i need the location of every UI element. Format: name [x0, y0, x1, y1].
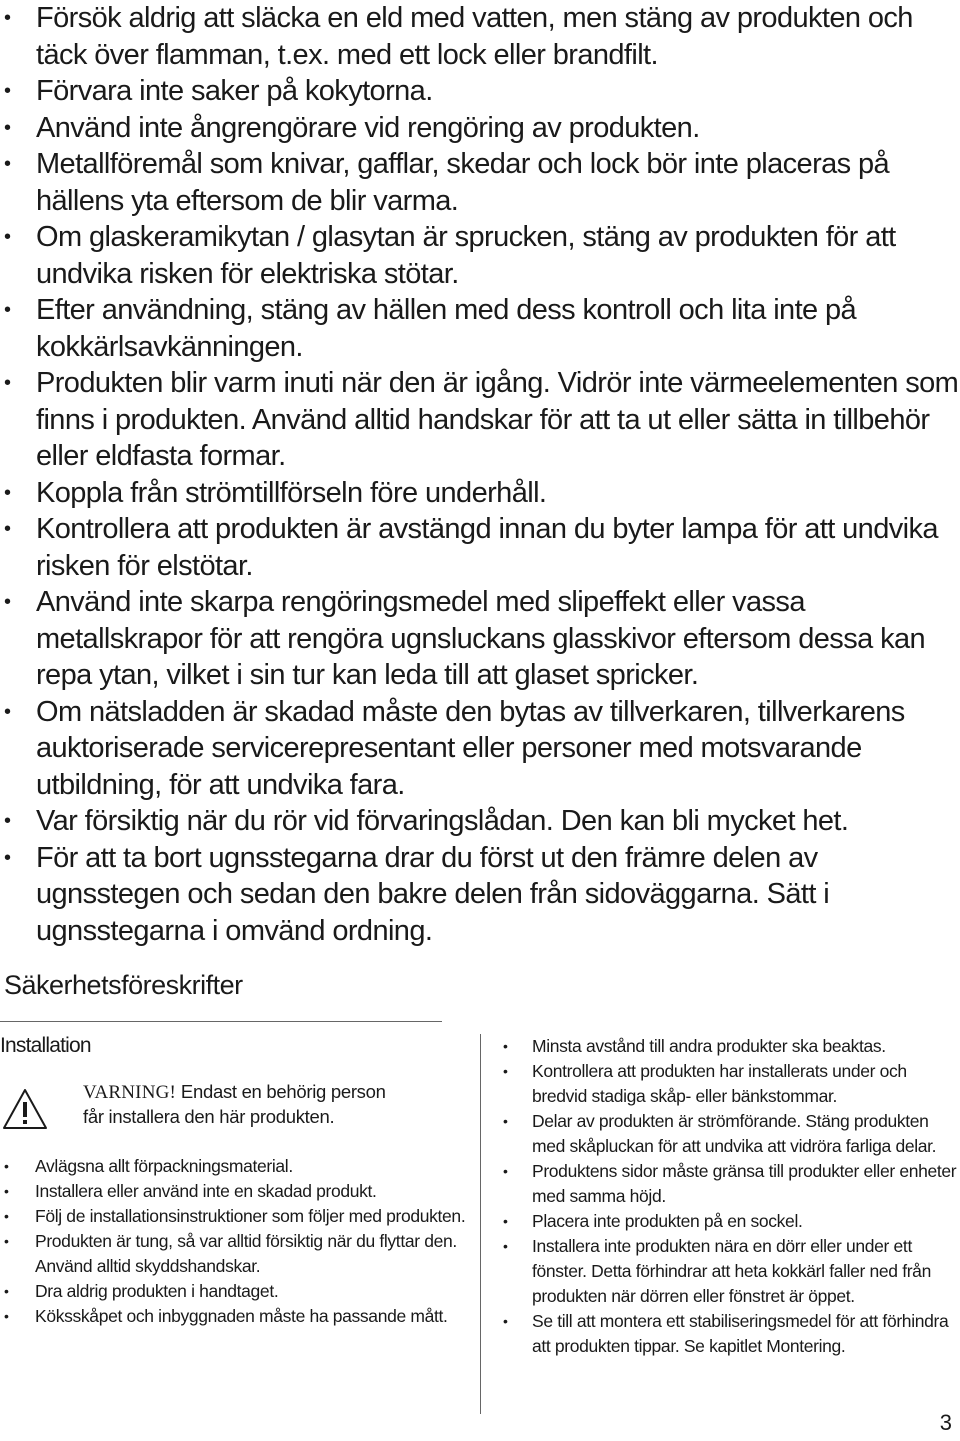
list-item: • Använd inte ångrengörare vid rengöring av produkten.: [4, 111, 700, 144]
list-item: • Om nätsladden är skadad måste den bytas av tillverkaren, tillverkarens auktoriserade servicerepresentant eller personer med motsvarande utbildning, för att undvika fara.: [4, 695, 905, 801]
list-item: • Minsta avstånd till andra produkter ska beaktas.: [503, 1036, 886, 1056]
list-item: • Efter användning, stäng av hällen med dess kontroll och lita inte på kokkärlsavkänningen.: [4, 294, 857, 363]
list-item: • Försök aldrig att släcka en eld med vatten, men stäng av produkten och täck över flamman, t.ex. med ett lock eller brandfilt.: [4, 2, 913, 71]
list-item: • Produkten blir varm inuti när den är igång. Vidrör inte värmeelementen som finns i produkten. Använd alltid handskar för att ta ut eller sätta in tillbehör eller eldfasta formar.: [4, 367, 959, 472]
list-item: • Om glaskeramikytan / glasytan är sprucken, stäng av produkten för att undvika risken för elektriska stötar.: [4, 221, 896, 290]
warning-triangle-icon: [2, 1088, 48, 1130]
list-item: • Placera inte produkten på en sockel.: [503, 1211, 803, 1231]
list-item: • Var försiktig när du rör vid förvaringslådan. Den kan bli mycket het.: [4, 805, 849, 837]
list-item: • Delar av produkten är strömförande. Stäng produkten med skåpluckan för att undvika att vidröra farliga delar.: [503, 1111, 937, 1156]
list-item: • Installera inte produkten nära en dörr eller under ett fönster. Detta förhindrar att heta kokkärl faller ned från produkten när dörren eller fönstret är öppet.: [503, 1236, 931, 1306]
list-item: • Avlägsna allt förpackningsmaterial.: [4, 1156, 293, 1176]
list-item: • För att ta bort ugnsstegarna drar du först ut den främre delen av ugnsstegen och sedan den bakre delen från sidoväggarna. Sätt i ugnsstegarna i omvänd ordning.: [4, 841, 830, 947]
page-number: 3: [939, 1410, 952, 1435]
list-item: • Kontrollera att produkten är avstängd innan du byter lampa för att undvika risken för elstötar.: [4, 513, 938, 582]
list-item: • Kontrollera att produkten har installerats under och bredvid stadiga skåp- eller bänkstommar.: [503, 1061, 907, 1106]
warning-label: VARNING!: [83, 1082, 177, 1103]
list-item: • Dra aldrig produkten i handtaget.: [4, 1281, 279, 1301]
installation-list-left: [0, 1154, 470, 1329]
list-item: • Installera eller använd inte en skadad produkt.: [4, 1181, 377, 1201]
column-divider: [480, 1034, 481, 1414]
warning-box: [0, 1080, 470, 1150]
list-item: • Se till att montera ett stabiliseringsmedel för att förhindra att produkten tippar. Se kapitlet Montering.: [503, 1311, 949, 1356]
list-item: • Förvara inte saker på kokytorna.: [4, 75, 433, 107]
warning-text: VARNING! Endast en behörig person får installera den här produkten.: [83, 1081, 386, 1127]
list-item: • Koppla från strömtillförseln före underhåll.: [4, 476, 547, 509]
installation-left-column: [0, 1034, 470, 1329]
list-item: • Köksskåpet och inbyggnaden måste ha passande mått.: [4, 1306, 448, 1326]
divider: [0, 1021, 442, 1022]
list-item: • Använd inte skarpa rengöringsmedel med slipeffekt eller vassa metallskrapor för att rengöra ugnsluckans glasskivor eftersom dessa kan repa ytan, vilket i sin tur kan leda till att glaset spricker.: [4, 586, 926, 691]
list-item: • Produkten är tung, så var alltid försiktig när du flyttar den. Använd alltid skyddshandskar.: [4, 1231, 457, 1276]
list-item: • Metallföremål som knivar, gafflar, skedar och lock bör inte placeras på hällens yta eftersom de blir varma.: [4, 148, 890, 217]
installation-heading: Installation: [0, 1034, 91, 1057]
installation-right-column: [500, 1034, 960, 1359]
installation-list-right: [500, 1034, 960, 1359]
list-item: • Följ de installationsinstruktioner som följer med produkten.: [4, 1206, 466, 1226]
section-title: Säkerhetsföreskrifter: [4, 970, 243, 1000]
list-item: • Produktens sidor måste gränsa till produkter eller enheter med samma höjd.: [503, 1161, 957, 1206]
